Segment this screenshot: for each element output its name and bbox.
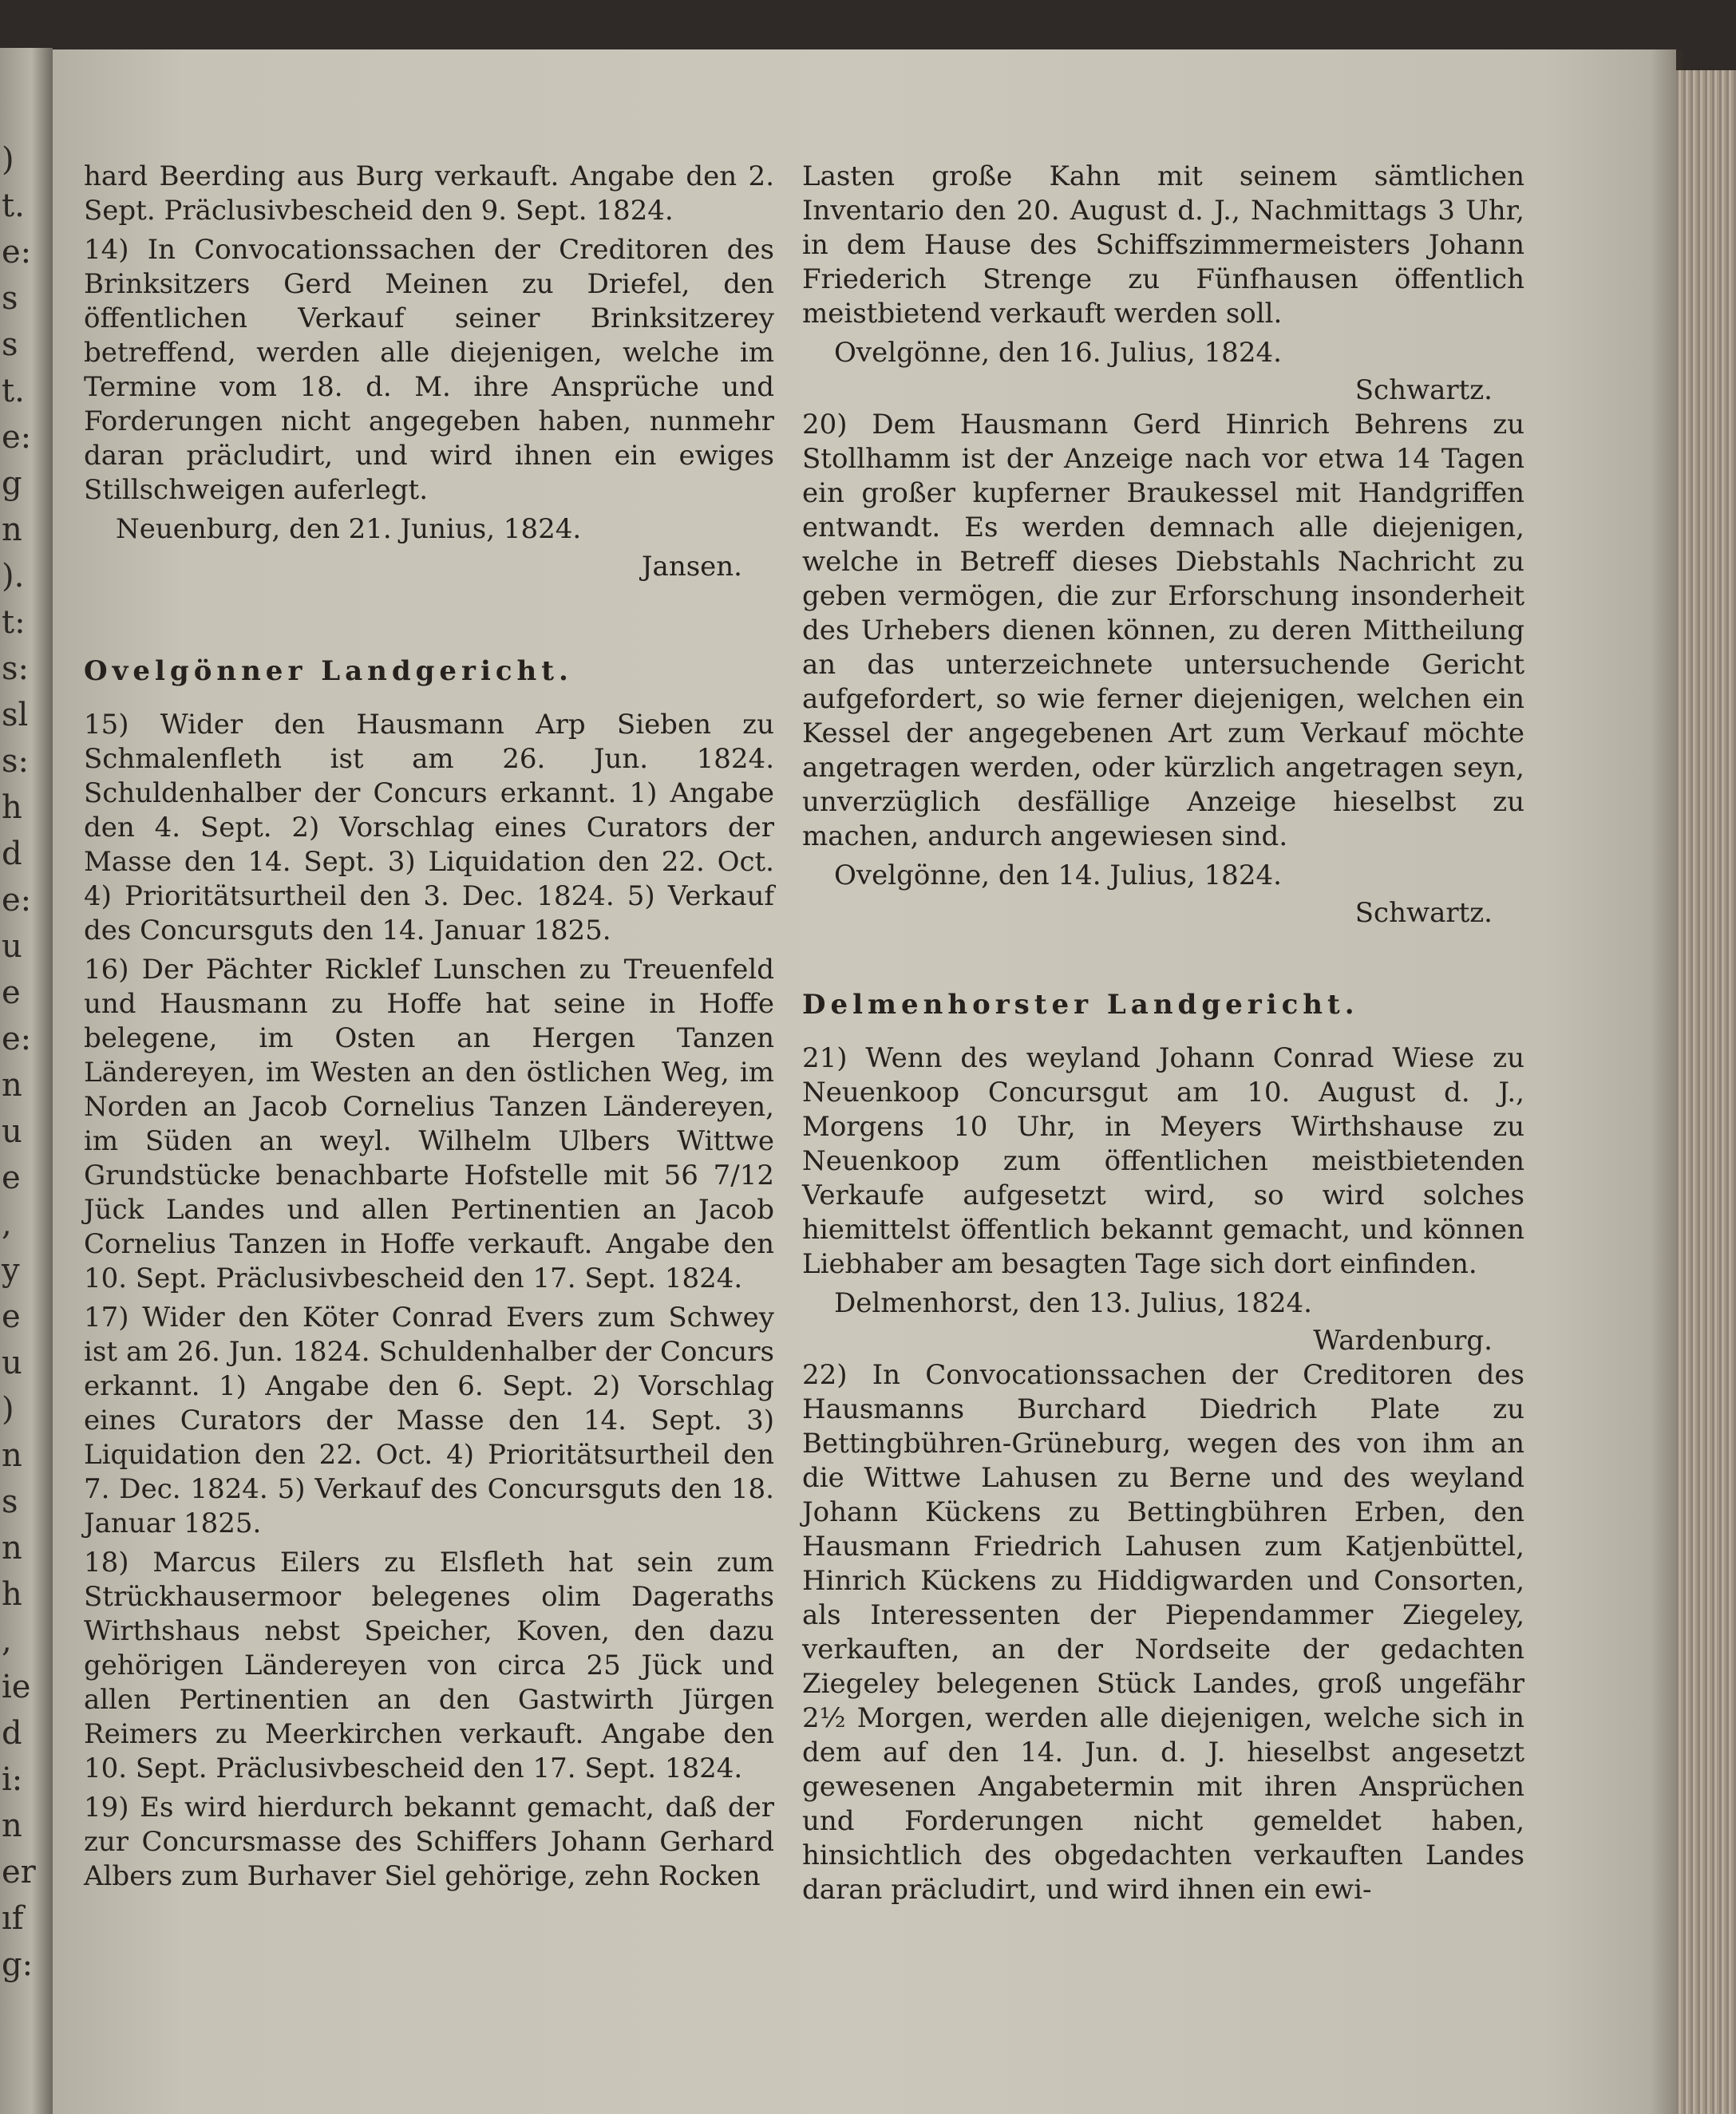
margin-fragment: n [2, 1808, 22, 1844]
margin-fragment: s: [2, 743, 30, 780]
margin-fragment: t. [2, 188, 25, 224]
notice-22: 22) In Convocationssachen der Creditoren des Hausmanns Burchard Diedrich Plate zu Bettingbühren-Grüneburg, wegen des von ihm an die Wittwe Lahusen zu Berne und des weyland Johann Kückens zu Bettingbühren Erben, den Hausmann Friedrich Lahusen zum Katjenbüttel, Hinrich Kückens zu Hiddigwarden und Consorten, als Interessenten der Piependammer Ziegeley, verkauften, an der Nordseite der gedachten Ziegeley belegenen Stück Landes, groß ungefähr 2½ Morgen, werden alle diejenigen, welche sich in dem auf den 14. Jun. d. J. hieselbst angesetzt gewesenen Angabetermin mit ihren Ansprüchen und Forderungen nicht gemeldet haben, hinsichtlich des obgedachten verkauften Landes daran präcludirt, und wird ihnen ein ewi- [802, 1359, 1524, 1906]
notice-20-signature: Schwartz. [1354, 897, 1493, 929]
margin-fragment: n [2, 512, 22, 548]
margin-fragment: u [2, 1345, 22, 1381]
notice-20: 20) Dem Hausmann Gerd Hinrich Behrens zu Stollhamm ist der Anzeige nach vor etwa 14 Tagen ein großer kupferner Braukessel mit Handgriffen entwandt. Es werden demnach alle diejenigen, welche in Betreff dieses Diebstahls Nachricht zu geben vermögen, die zur Erforschung insonderheit des Urhebers dienen können, zu deren Mittheilung an das unterzeichnete untersuchende Gericht aufgefordert, so wie ferner diejenigen, welchen ein Kessel der angegebenen Art zum Verkauf möchte angetragen werden, oder kürzlich angetragen seyn, unverzüglich desfällige Anzeige hieselbst zu machen, andurch angewiesen sind. [802, 409, 1524, 852]
margin-fragment: g [2, 465, 22, 502]
previous-page-edge [0, 48, 53, 2114]
margin-fragment: h [2, 1576, 22, 1613]
margin-fragment: h [2, 789, 22, 826]
margin-fragment: s [2, 326, 18, 363]
margin-fragment: e: [2, 234, 32, 271]
notice-18: 18) Marcus Eilers zu Elsfleth hat sein zum Strückhausermoor belegenes olim Dageraths Wirthshaus nebst Speicher, Koven, den dazu gehörigen Ländereyen von circa 25 Jück und allen Pertinentien an den Gastwirth Jürgen Reimers zu Meerkirchen verkauft. Angabe den 10. Sept. Präclusivbescheid den 17. Sept. 1824. [84, 1547, 774, 1784]
margin-fragment: ). [2, 558, 25, 595]
margin-fragment: ) [2, 141, 14, 178]
notice-19-place-date: Ovelgönne, den 16. Julius, 1824. [834, 337, 1282, 369]
margin-fragment: d [2, 1715, 22, 1752]
margin-fragment: e: [2, 1021, 32, 1057]
left-column [84, 160, 774, 1899]
margin-fragment: s [2, 1484, 18, 1520]
notice-14-signature: Jansen. [641, 551, 742, 583]
margin-fragment: e: [2, 882, 32, 919]
margin-fragment: ) [2, 1391, 14, 1428]
notice-20-place-date: Ovelgönne, den 14. Julius, 1824. [834, 859, 1282, 891]
continuation-text: Lasten große Kahn mit seinem sämtlichen Inventario den 20. August d. J., Nachmittags 3 Uhr, in dem Hause des Schiffszimmermeisters Johann Friederich Strenge zu Fünfhausen öffentlich meistbietend verkauft werden soll. [802, 160, 1524, 330]
margin-fragment: , [2, 1206, 12, 1243]
notice-14: 14) In Convocationssachen der Creditoren des Brinksitzers Gerd Meinen zu Driefel, den öffentlichen Verkauf seiner Brinksitzerey betreffend, werden alle diejenigen, welche im Termine vom 18. d. M. ihre Ansprüche und Forderungen nicht angegeben haben, nunmehr daran präcludirt, und wird ihnen ein ewiges Stillschweigen auferlegt. [84, 234, 774, 506]
continuation-text: hard Beerding aus Burg verkauft. Angabe den 2. Sept. Präclusivbescheid den 9. Sept. 1824. [84, 160, 774, 227]
margin-fragment: e: [2, 419, 32, 456]
notice-16: 16) Der Pächter Ricklef Lunschen zu Treuenfeld und Hausmann zu Hoffe hat seine in Hoffe belegene, im Osten an Hergen Tanzen Ländereyen, im Westen an den östlichen Weg, im Norden an Jacob Cornelius Tanzen Ländereyen, im Süden an weyl. Wilhelm Ulbers Wittwe Grundstücke benachbarte Hofstelle mit 56 7/12 Jück Landes und allen Pertinentien an Jacob Cornelius Tanzen in Hoffe verkauft. Angabe den 10. Sept. Präclusivbescheid den 17. Sept. 1824. [84, 954, 774, 1294]
margin-fragment: n [2, 1437, 22, 1474]
margin-fragment: u [2, 1113, 22, 1150]
margin-fragment: er [2, 1854, 36, 1891]
margin-fragment: n [2, 1530, 22, 1567]
margin-fragment: e [2, 1298, 21, 1335]
margin-fragment: , [2, 1622, 12, 1659]
notice-21-signature: Wardenburg. [1313, 1325, 1493, 1357]
notice-19-signature: Schwartz. [1354, 374, 1493, 406]
margin-fragment: s [2, 280, 18, 317]
margin-fragment: n [2, 1067, 22, 1104]
margin-fragment: i: [2, 1761, 23, 1798]
book-edge [1676, 70, 1736, 2114]
margin-fragment: ıf [2, 1900, 24, 1937]
margin-fragment: e [2, 974, 21, 1011]
notice-21: 21) Wenn des weyland Johann Conrad Wiese zu Neuenkoop Concursgut am 10. August d. J., Morgens 10 Uhr, in Meyers Wirthshause zu Neuenkoop zum öffentlichen meistbietenden Verkaufe aufgesetzt wird, so wird solches hiemittelst öffentlich bekannt gemacht, und können Liebhaber am besagten Tage sich dort einfinden. [802, 1042, 1524, 1280]
margin-fragment: t: [2, 604, 26, 641]
section-heading-delmenhorst: Delmenhorster Landgericht. [802, 989, 1359, 1021]
notice-19: 19) Es wird hierdurch bekannt gemacht, daß der zur Concursmasse des Schiffers Johann Gerhard Albers zum Burhaver Siel gehörige, zehn Rocken [84, 1792, 774, 1892]
margin-fragment: e [2, 1160, 21, 1196]
section-heading-ovelgoenne: Ovelgönner Landgericht. [84, 655, 573, 687]
right-column [802, 160, 1524, 1912]
margin-fragment: t. [2, 373, 25, 409]
notice-15: 15) Wider den Hausmann Arp Sieben zu Schmalenfleth ist am 26. Jun. 1824. Schuldenhalber der Concurs erkannt. 1) Angabe den 4. Sept. 2) Vorschlag eines Curators der Masse den 14. Sept. 3) Liquidation den 22. Oct. 4) Prioritätsurtheil den 3. Dec. 1824. 5) Verkauf des Concursguts den 14. Januar 1825. [84, 709, 774, 946]
margin-fragment: u [2, 928, 22, 965]
notice-17: 17) Wider den Köter Conrad Evers zum Schwey ist am 26. Jun. 1824. Schuldenhalber der Concurs erkannt. 1) Angabe den 6. Sept. 2) Vorschlag eines Curators der Masse den 14. Sept. 3) Liquidation den 22. Oct. 4) Prioritätsurtheil den 7. Dec. 1824. 5) Verkauf des Concursguts den 18. Januar 1825. [84, 1302, 774, 1539]
margin-fragment: s: [2, 650, 30, 687]
margin-fragment: sl [2, 697, 29, 733]
notice-21-place-date: Delmenhorst, den 13. Julius, 1824. [834, 1287, 1312, 1319]
margin-fragment: y [2, 1252, 20, 1289]
margin-fragment: d [2, 836, 22, 872]
margin-fragment: g: [2, 1946, 34, 1983]
margin-fragment: ie [2, 1669, 31, 1705]
notice-14-place-date: Neuenburg, den 21. Junius, 1824. [116, 513, 582, 545]
